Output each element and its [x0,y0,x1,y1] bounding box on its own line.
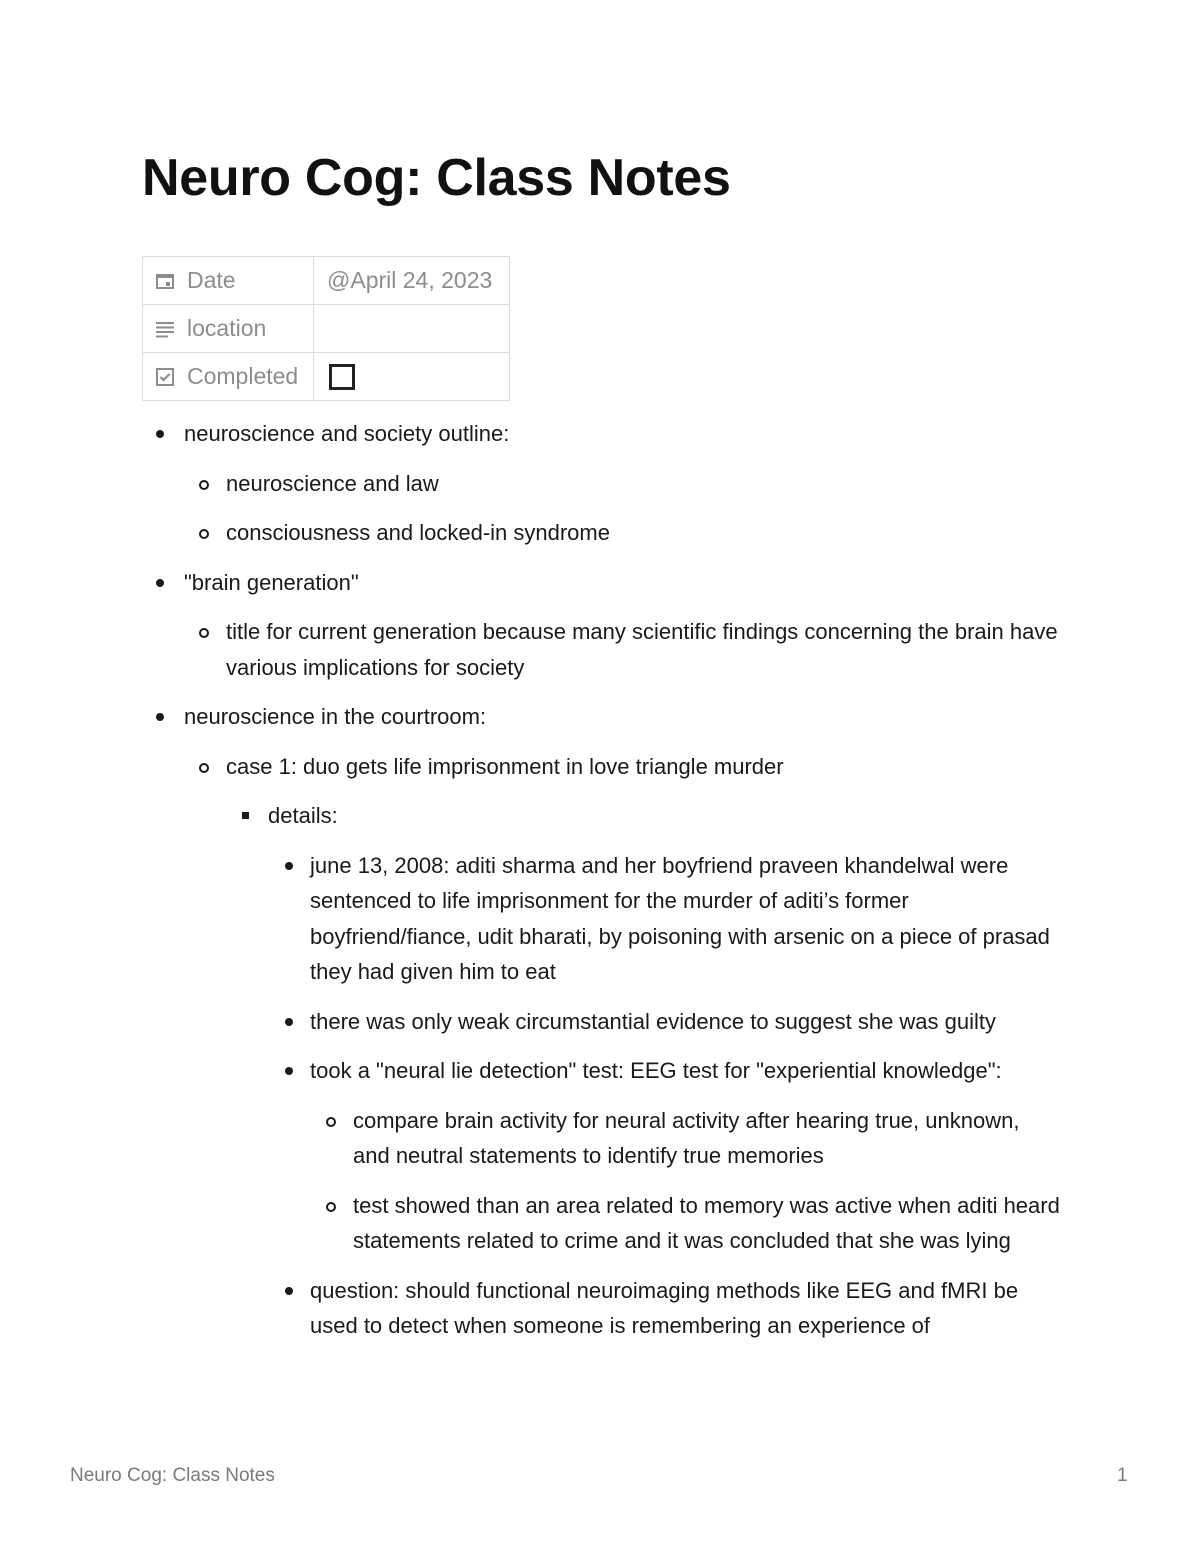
list-item-text: neuroscience and society outline: [184,421,510,446]
property-label: location [187,315,267,341]
list-item [0,565,1062,601]
bullet-icon [156,713,164,721]
list-item-text: there was only weak circumstantial evidence to suggest she was guilty [310,1008,997,1034]
list-item-text: neuroscience in the courtroom: [184,704,487,729]
list-item-text: june 13, 2008: aditi sharma and her boyfriend praveen khandelwal were sentenced to life imprisonment for the murder of aditi’s former boyfriend/fiance, udit bharati, by poisoning with arsenic on a piece of prasad they had given him to eat [310,852,1050,984]
property-row-date [143,257,510,305]
list-item [0,1053,1062,1089]
list-item [0,1103,1062,1174]
location-value-cell[interactable] [314,305,510,353]
bullet-icon [285,1018,293,1026]
notes-list [0,416,1200,1344]
bullet-icon [326,1117,336,1127]
bullet-icon [199,763,209,773]
list-item-text: case 1: duo gets life imprisonment in love triangle murder [226,753,784,779]
calendar-icon [155,271,175,291]
page-title: Neuro Cog: Class Notes [142,149,731,207]
footer-doc-title: Neuro Cog: Class Notes [70,1465,275,1486]
property-row-location [143,305,510,353]
date-value-cell[interactable] [314,257,510,305]
list-item [0,1004,1062,1040]
list-item [0,466,1062,502]
list-item-text: consciousness and locked-in syndrome [226,520,610,545]
list-item-text: neuroscience and law [226,470,439,496]
bullet-icon [199,480,209,490]
list-item-text: test showed than an area related to memory was active when aditi heard statements related to crime and it was concluded that she was lying [353,1192,1060,1253]
properties-table [142,256,510,401]
property-label: Completed [187,363,299,389]
footer-page-number: 1 [1117,1465,1128,1486]
list-item-text: "brain generation" [184,569,359,595]
checkbox-icon [155,367,175,387]
bullet-icon [156,430,164,438]
list-item [0,798,1062,834]
bullet-icon [199,529,209,539]
bullet-icon [242,812,249,819]
notes-body [0,416,1200,1358]
list-item [0,1273,1062,1344]
list-item [0,699,1062,735]
bullet-icon [156,579,164,587]
text-lines-icon [155,319,175,339]
list-item [0,515,1062,551]
bullet-icon [285,1287,293,1295]
list-item [0,1188,1062,1259]
completed-checkbox[interactable] [329,364,355,390]
property-label: Date [187,267,236,293]
list-item [0,848,1062,990]
bullet-icon [199,628,209,638]
list-item-text: question: should functional neuroimaging methods like EEG and fMRI be used to detect when someone is remembering an experience of [310,1277,1019,1338]
bullet-icon [326,1202,336,1212]
list-item [0,749,1062,785]
bullet-icon [285,862,293,870]
list-item [0,416,1062,452]
list-item [0,614,1062,685]
list-item-text: title for current generation because many scientific findings concerning the brain have various implications for society [226,619,1058,680]
date-value[interactable]: @April 24, 2023 [327,267,493,293]
list-item-text: took a "neural lie detection" test: EEG test for "experiential knowledge": [310,1058,1002,1083]
list-item-text: compare brain activity for neural activity after hearing true, unknown, and neutral statements to identify true memories [353,1107,1020,1168]
bullet-icon [285,1067,293,1075]
property-row-completed [143,353,510,401]
list-item-text: details: [268,803,338,828]
